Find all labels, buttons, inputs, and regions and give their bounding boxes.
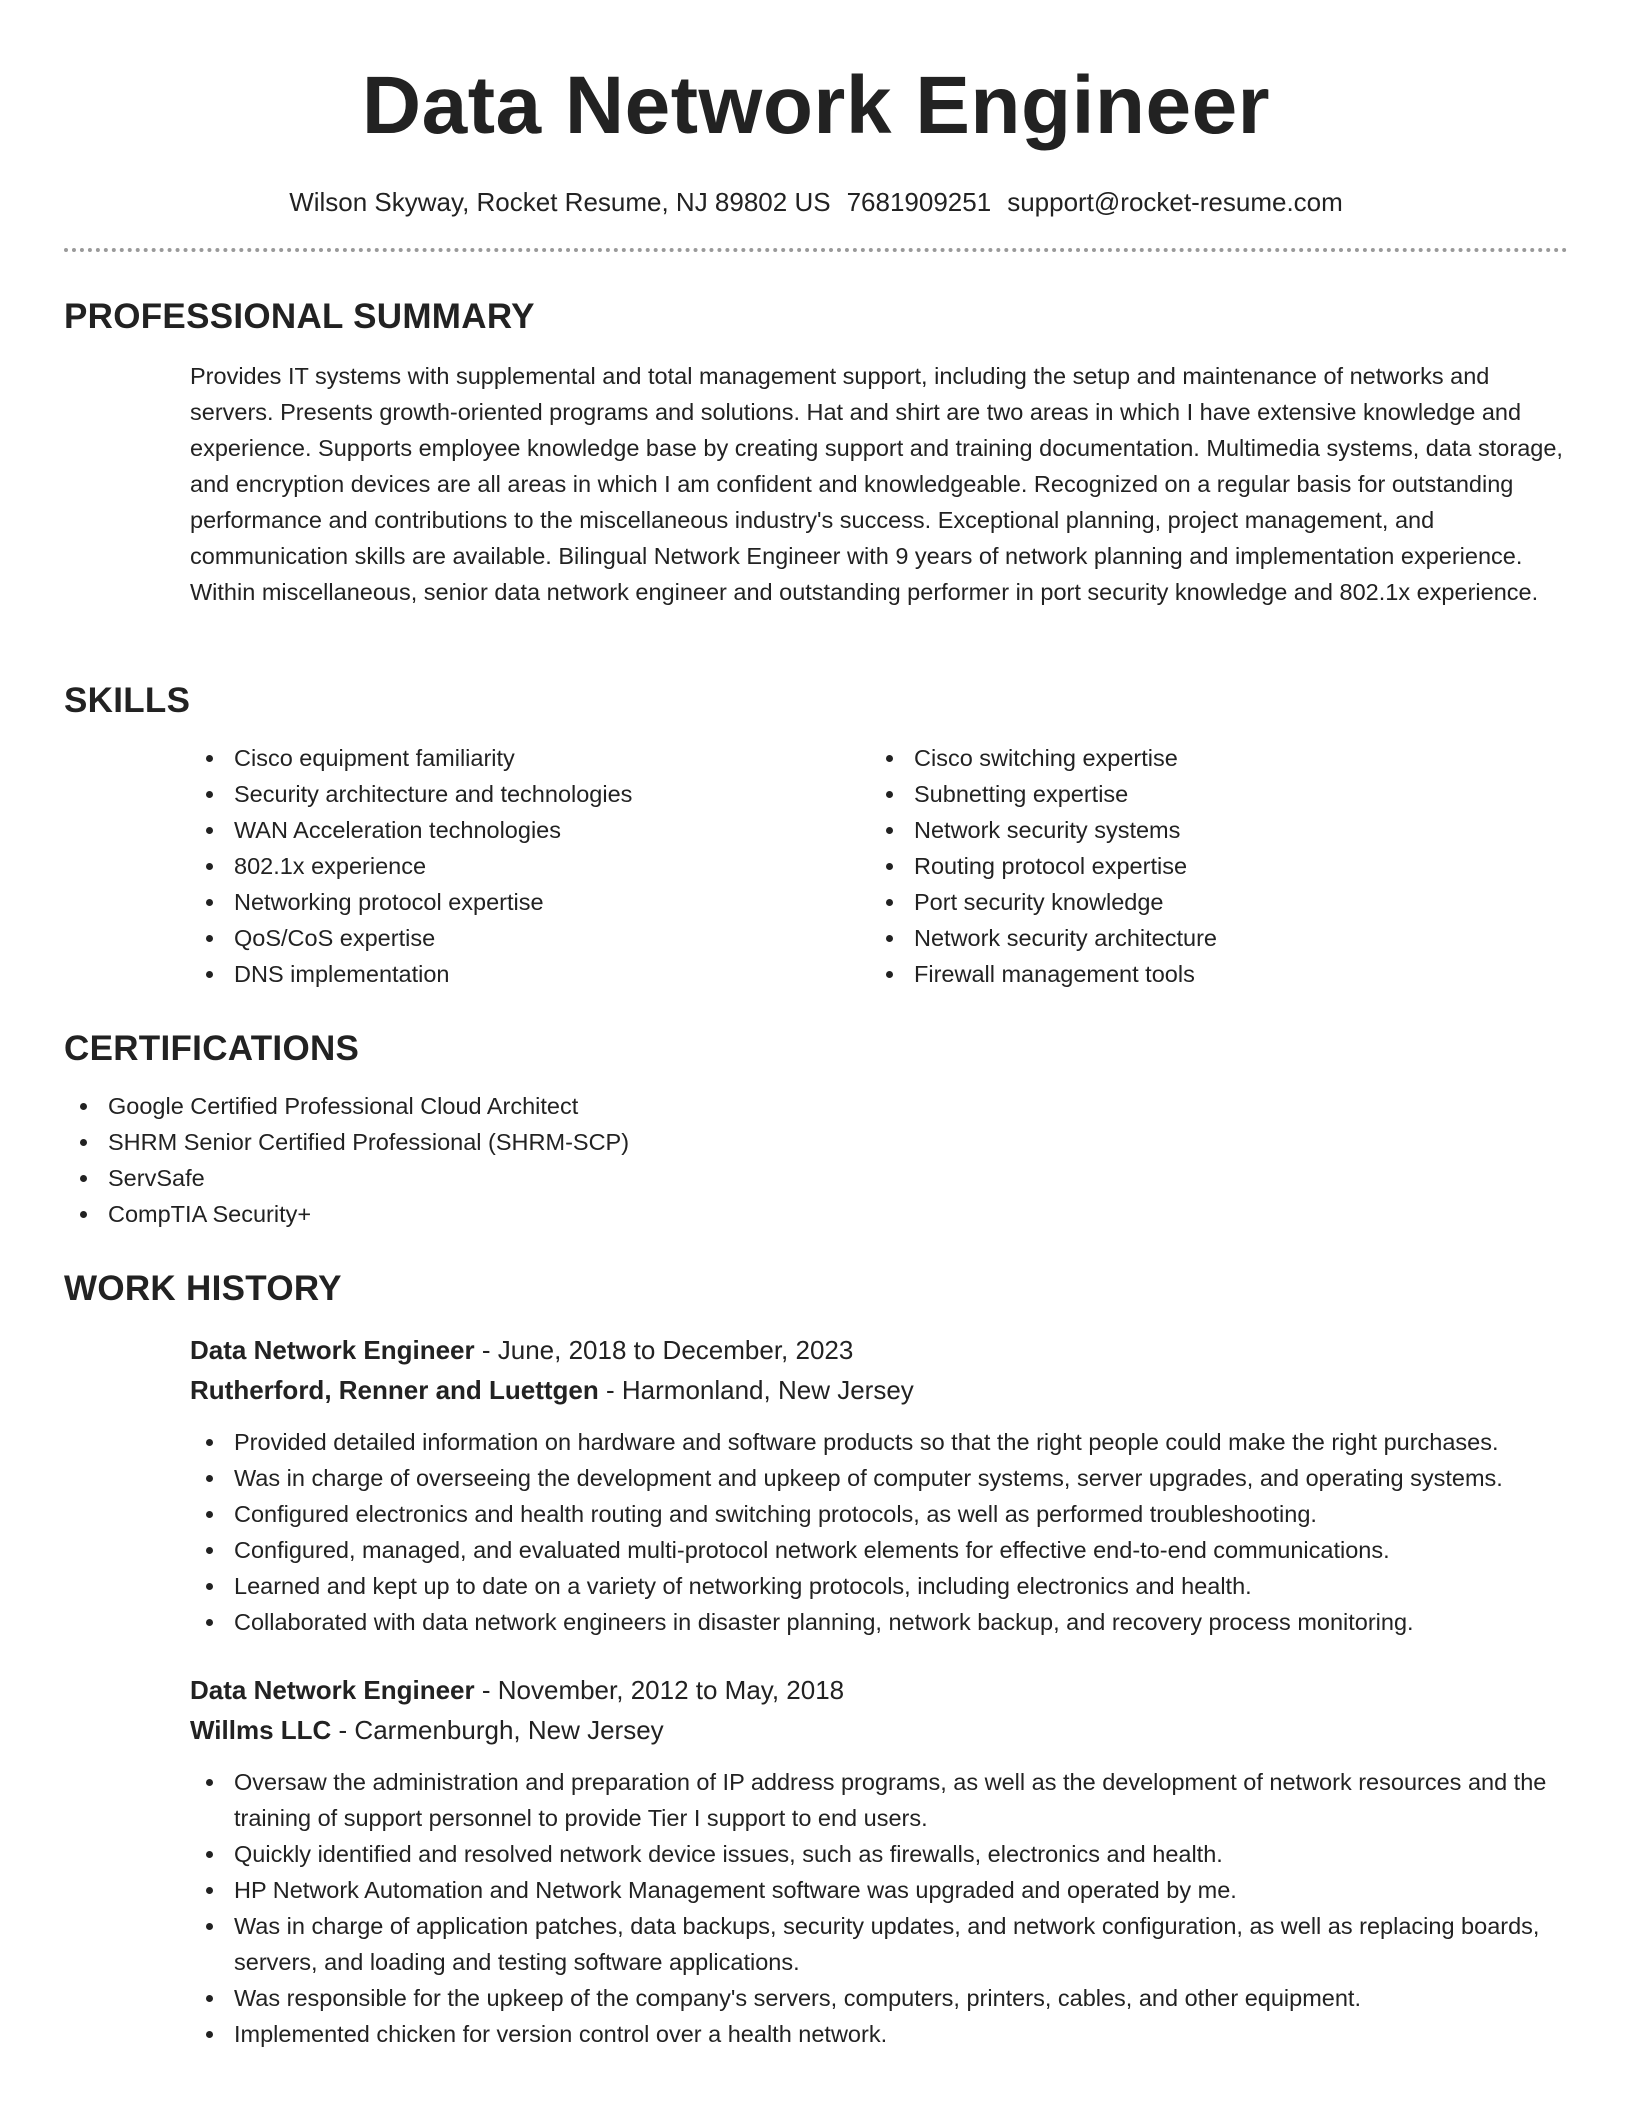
job-dates: - November, 2012 to May, 2018 — [474, 1675, 845, 1705]
list-item: Firewall management tools — [870, 956, 1550, 992]
list-item: Learned and kept up to date on a variety of networking protocols, including electronics and health. — [190, 1568, 1568, 1604]
job-location: - Carmenburgh, New Jersey — [331, 1715, 664, 1745]
page-title: Data Network Engineer — [361, 60, 1271, 151]
summary-heading: PROFESSIONAL SUMMARY — [64, 297, 535, 336]
job-role: Data Network Engineer — [190, 1335, 475, 1365]
job-title-line — [190, 1670, 1568, 1710]
job-location: - Harmonland, New Jersey — [598, 1375, 914, 1405]
job-company: Willms LLC — [190, 1715, 332, 1745]
summary-text: Provides IT systems with supplemental and total management support, including the setup and maintenance of networks and servers. Presents growth-oriented programs and solutions. Hat and shirt are two areas in which I have extensive knowledge and experience. Supports employee knowledge base by creating support and training documentation. Multimedia systems, data storage, and encryption devices are all areas in which I am confident and knowledgeable. Recognized on a regular basis for outstanding performance and contributions to the miscellaneous industry's success. Exceptional planning, project management, and communication skills are available. Bilingual Network Engineer with 9 years of network planning and implementation experience. Within miscellaneous, senior data network engineer and outstanding performer in port security knowledge and 802.1x experience. — [190, 363, 1563, 605]
contact-phone: 7681909251 — [846, 187, 992, 217]
job-dates: - June, 2018 to December, 2023 — [474, 1335, 854, 1365]
list-item: Was in charge of overseeing the development and upkeep of computer systems, server upgrades, and operating systems. — [190, 1460, 1568, 1496]
list-item: Oversaw the administration and preparation of IP address programs, as well as the development of network resources and the training of support personnel to provide Tier I support to end users. — [190, 1764, 1568, 1836]
certifications-heading: CERTIFICATIONS — [64, 1029, 360, 1068]
job-company-line — [190, 1710, 1568, 1750]
list-item: Implemented chicken for version control over a health network. — [190, 2016, 1568, 2052]
work-history-heading: WORK HISTORY — [64, 1269, 342, 1308]
list-item: Cisco equipment familiarity — [190, 740, 870, 776]
job-company-line — [190, 1370, 1568, 1410]
job-title-line — [190, 1330, 1568, 1370]
list-item: Networking protocol expertise — [190, 884, 870, 920]
list-item: Quickly identified and resolved network device issues, such as firewalls, electronics and health. — [190, 1836, 1568, 1872]
job-role: Data Network Engineer — [190, 1675, 475, 1705]
list-item: DNS implementation — [190, 956, 870, 992]
list-item: Security architecture and technologies — [190, 776, 870, 812]
list-item: HP Network Automation and Network Management software was upgraded and operated by me. — [190, 1872, 1568, 1908]
job-bullets — [190, 1764, 1568, 2052]
job-company: Rutherford, Renner and Luettgen — [190, 1375, 599, 1405]
skills-grid — [190, 740, 1568, 992]
resume-page — [64, 0, 1568, 2047]
list-item: Routing protocol expertise — [870, 848, 1550, 884]
summary-section — [64, 296, 1568, 610]
skills-list-right — [870, 740, 1550, 992]
list-item: Network security architecture — [870, 920, 1550, 956]
certifications-section — [64, 1028, 1568, 1232]
list-item: Provided detailed information on hardware and software products so that the right people could make the right purchases. — [190, 1424, 1568, 1460]
job-bullets — [190, 1424, 1568, 1640]
list-item: ServSafe — [64, 1160, 1568, 1196]
list-item: Configured electronics and health routing and switching protocols, as well as performed troubleshooting. — [190, 1496, 1568, 1532]
list-item: QoS/CoS expertise — [190, 920, 870, 956]
certifications-list — [64, 1088, 1568, 1232]
contact-email: support@rocket-resume.com — [1007, 187, 1343, 217]
skills-list-left — [190, 740, 870, 992]
list-item: WAN Acceleration technologies — [190, 812, 870, 848]
list-item: Collaborated with data network engineers in disaster planning, network backup, and recovery process monitoring. — [190, 1604, 1568, 1640]
list-item: SHRM Senior Certified Professional (SHRM-SCP) — [64, 1124, 1568, 1160]
header-divider — [64, 248, 1568, 252]
list-item: Configured, managed, and evaluated multi-protocol network elements for effective end-to-end communications. — [190, 1532, 1568, 1568]
list-item: Port security knowledge — [870, 884, 1550, 920]
contact-line — [64, 186, 1568, 218]
list-item: Network security systems — [870, 812, 1550, 848]
list-item: Cisco switching expertise — [870, 740, 1550, 776]
work-history-section — [64, 1268, 1568, 2052]
list-item: Subnetting expertise — [870, 776, 1550, 812]
skills-section — [64, 680, 1568, 992]
skills-heading: SKILLS — [64, 681, 191, 720]
contact-address: Wilson Skyway, Rocket Resume, NJ 89802 US — [289, 187, 831, 217]
job-entry — [190, 1330, 1568, 1640]
list-item: Was responsible for the upkeep of the company's servers, computers, printers, cables, and other equipment. — [190, 1980, 1568, 2016]
list-item: Google Certified Professional Cloud Architect — [64, 1088, 1568, 1124]
list-item: Was in charge of application patches, data backups, security updates, and network configuration, as well as replacing boards, servers, and loading and testing software applications. — [190, 1908, 1568, 1980]
job-entry — [190, 1670, 1568, 2052]
list-item: 802.1x experience — [190, 848, 870, 884]
list-item: CompTIA Security+ — [64, 1196, 1568, 1232]
